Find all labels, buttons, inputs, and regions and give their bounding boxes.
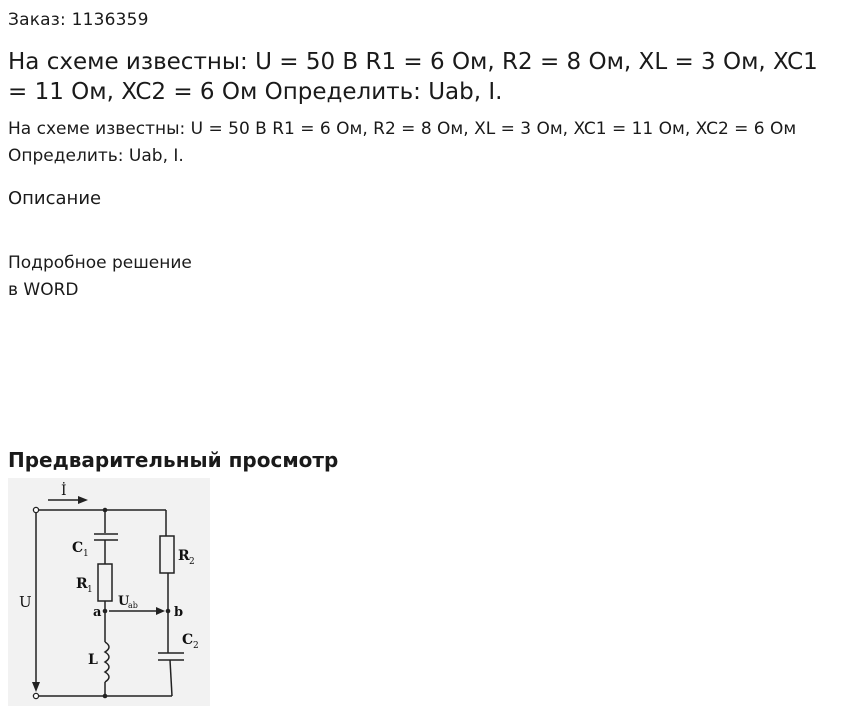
page-title: На схеме известны: U = 50 В R1 = 6 Ом, R2 = 8 Ом, XL = 3 Ом, XC1 = 11 Ом, XC2 = 6 Ом Определить: Uab, I. (8, 49, 818, 105)
node-a-label: a (93, 605, 102, 620)
task-text: На схеме известны: U = 50 В R1 = 6 Ом, R2 = 8 Ом, XL = 3 Ом, XC1 = 11 Ом, XC2 = 6 Ом Определить: Uab, I. (8, 119, 797, 166)
c1-label-sub: 1 (83, 549, 89, 559)
resistor-r1 (98, 564, 112, 601)
node-b-dot (166, 609, 171, 614)
inductor-label: L (88, 652, 98, 668)
node-b-label: b (174, 605, 184, 620)
current-label: İ (61, 483, 67, 499)
uab-label: U (118, 594, 130, 609)
inductor-l (105, 642, 109, 682)
branch2-wire-bottom (170, 660, 172, 696)
c1-label: C (72, 540, 84, 556)
description-line: Подробное решение (8, 253, 192, 273)
r1-label-sub: 1 (87, 585, 93, 595)
uab-label-sub: ab (128, 601, 138, 610)
r2-label: R (178, 548, 190, 564)
voltage-label: U (19, 593, 32, 611)
r2-label-sub: 2 (189, 557, 195, 567)
r1-label: R (76, 576, 88, 592)
description-line: в WORD (8, 280, 79, 300)
circuit-diagram (8, 478, 210, 706)
junction-dot (103, 694, 108, 699)
description-heading: Описание (8, 188, 102, 209)
resistor-r2 (160, 536, 174, 573)
voltage-arrow-head (32, 682, 40, 692)
junction-dot (103, 508, 108, 513)
description-body (8, 250, 192, 304)
terminal-top (33, 507, 38, 512)
c2-label-sub: 2 (193, 641, 199, 651)
circuit-preview-image[interactable] (8, 478, 210, 706)
uab-arrow-head (156, 607, 165, 615)
order-number: Заказ: 1136359 (8, 10, 149, 30)
current-arrow-head (78, 496, 88, 504)
node-a-dot (103, 609, 108, 614)
terminal-bottom (33, 693, 38, 698)
preview-heading: Предварительный просмотр (8, 448, 339, 472)
c2-label: C (182, 632, 194, 648)
